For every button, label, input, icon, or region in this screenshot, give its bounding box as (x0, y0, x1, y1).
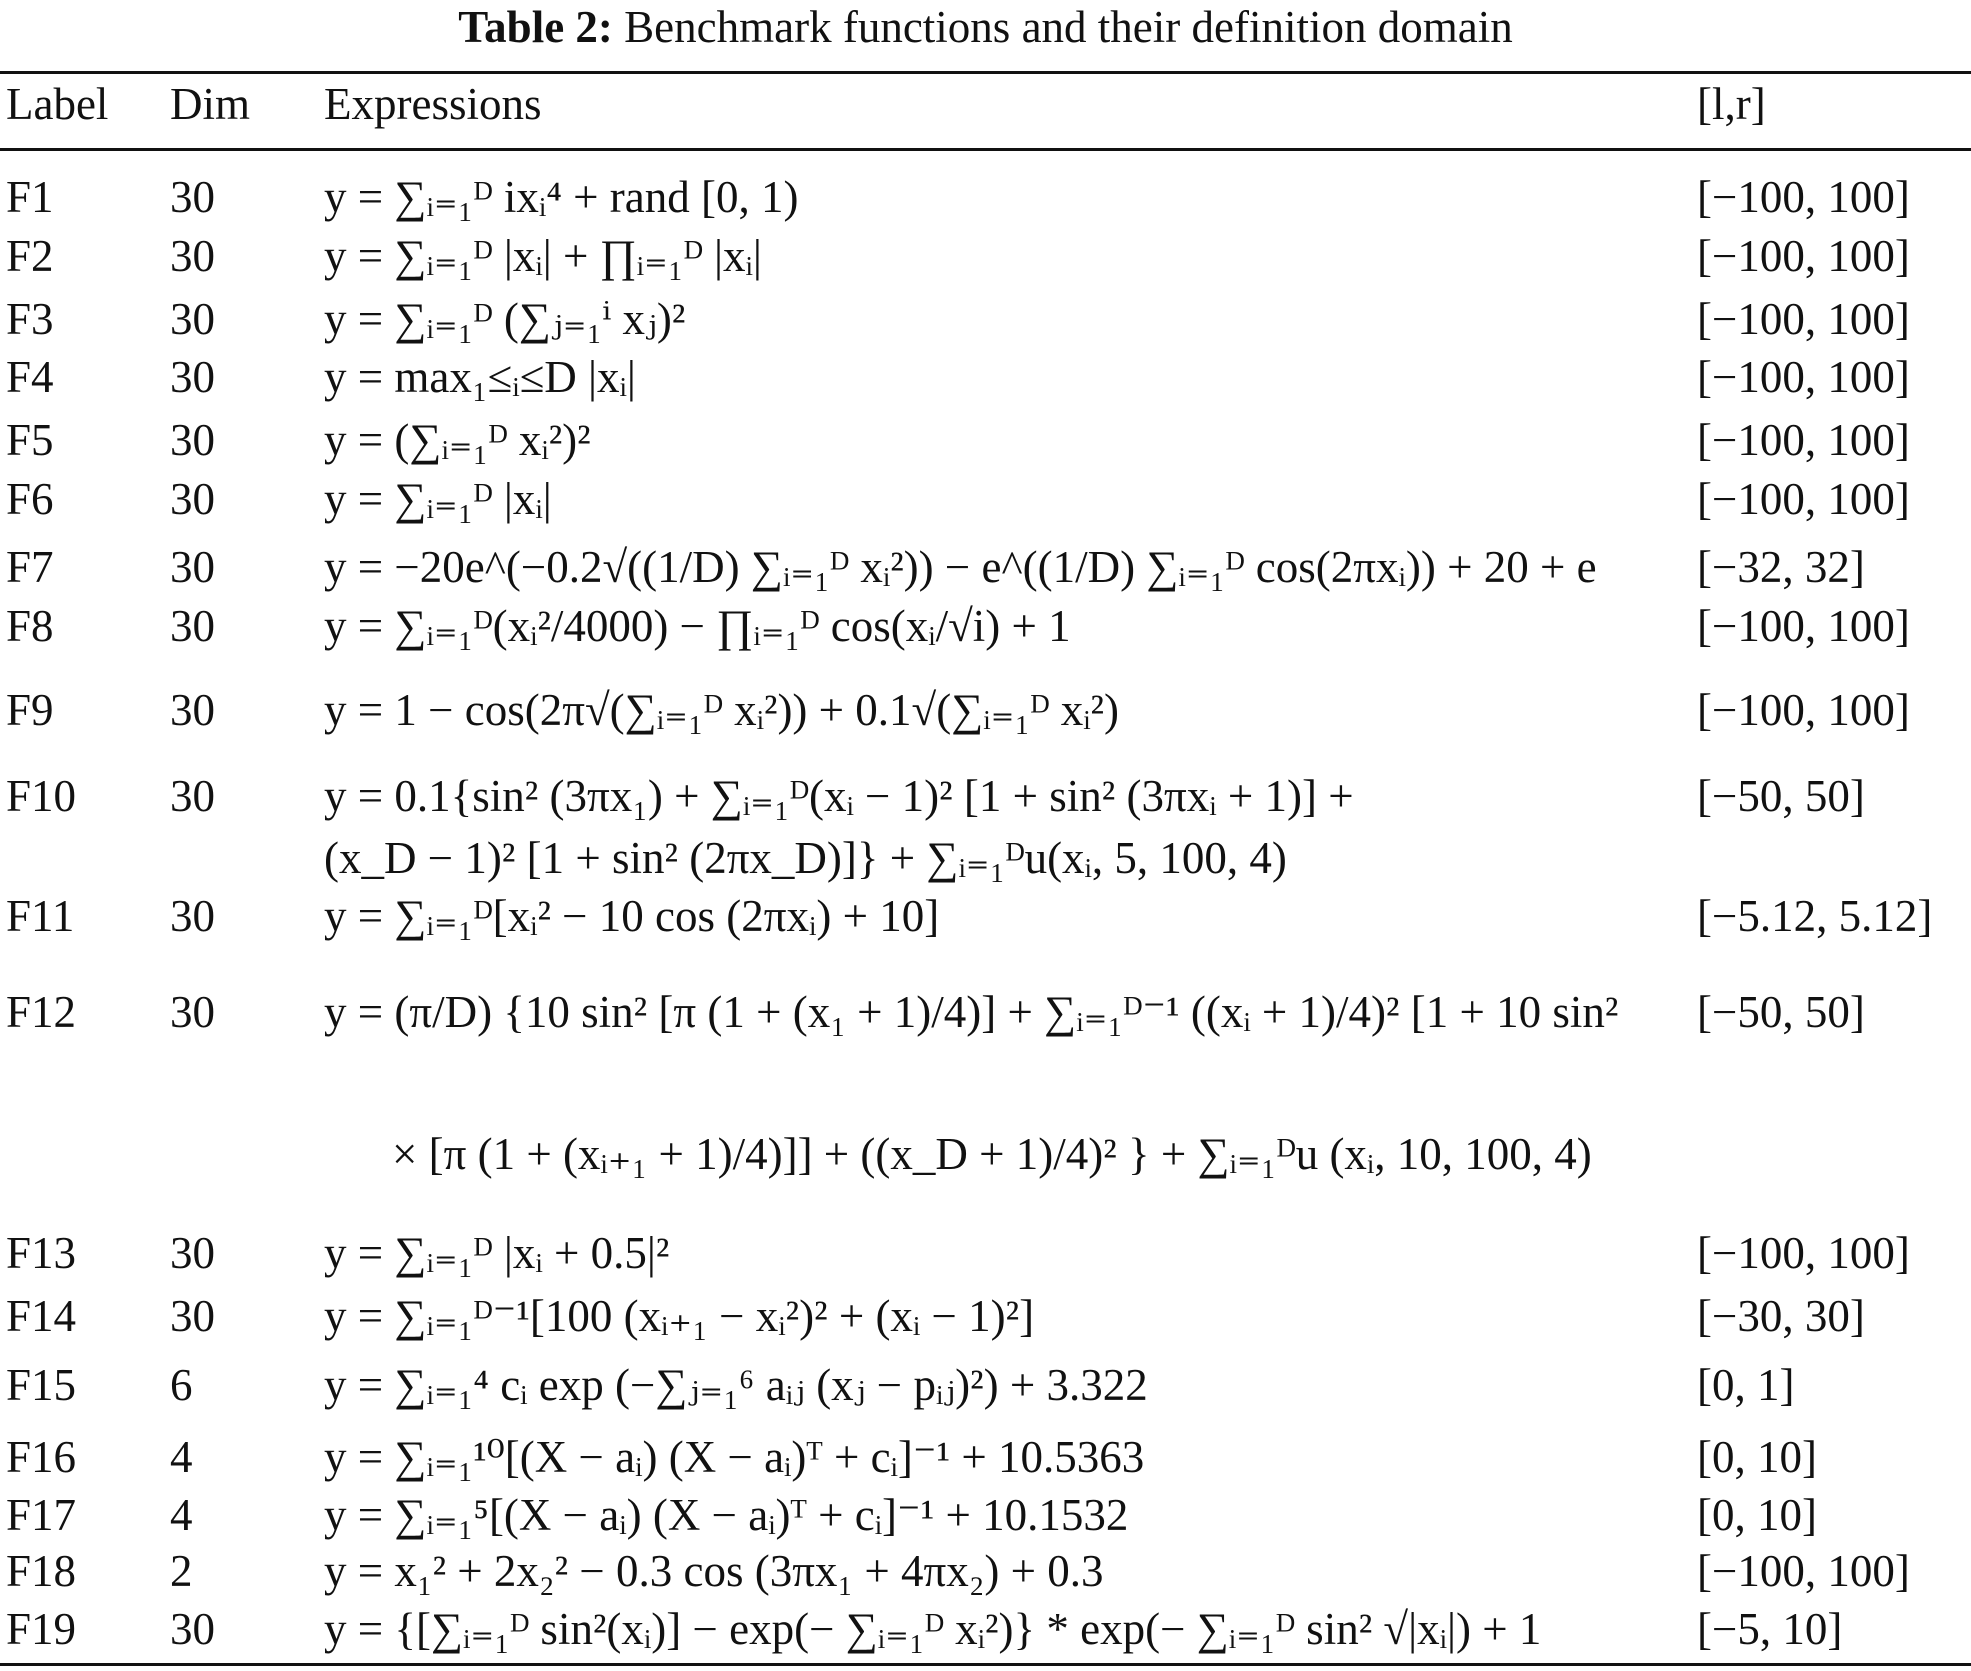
row-range: [−100, 100] (1697, 601, 1910, 651)
row-expression: y = 0.1{sin² (3πx₁) + ∑ᵢ₌₁ᴰ(xᵢ − 1)² [1 + sin² (3πxᵢ + 1)] + (324, 771, 1354, 821)
row-label: F7 (6, 542, 54, 592)
header-rule (0, 148, 1971, 151)
row-expression-continued: × [π (1 + (xᵢ₊₁ + 1)/4)]] + ((x_D + 1)/4)² } + ∑ᵢ₌₁ᴰu (xᵢ, 10, 100, 4) (392, 1129, 1592, 1179)
row-range: [−50, 50] (1697, 771, 1865, 821)
row-label: F3 (6, 294, 54, 344)
row-label: F13 (6, 1228, 77, 1278)
row-dim: 30 (170, 987, 215, 1037)
row-range: [−100, 100] (1697, 415, 1910, 465)
row-expression: y = ∑ᵢ₌₁ᴰ[xᵢ² − 10 cos (2πxᵢ) + 10] (324, 891, 940, 941)
row-label: F19 (6, 1604, 77, 1654)
row-dim: 30 (170, 771, 215, 821)
row-expression: y = ∑ᵢ₌₁¹⁰[(X − aᵢ) (X − aᵢ)ᵀ + cᵢ]⁻¹ + 10.5363 (324, 1432, 1145, 1482)
caption-label: Table 2: (458, 2, 613, 52)
row-label: F16 (6, 1432, 77, 1482)
row-dim: 30 (170, 231, 215, 281)
row-label: F18 (6, 1546, 77, 1596)
table-caption (0, 2, 1971, 52)
row-range: [0, 10] (1697, 1432, 1817, 1482)
row-label: F6 (6, 474, 54, 524)
row-label: F14 (6, 1291, 77, 1341)
row-range: [−100, 100] (1697, 352, 1910, 402)
row-label: F17 (6, 1490, 77, 1540)
header-dim: Dim (170, 79, 251, 129)
row-dim: 30 (170, 352, 215, 402)
row-range: [−32, 32] (1697, 542, 1865, 592)
row-label: F8 (6, 601, 54, 651)
row-expression: y = ∑ᵢ₌₁ᴰ |xᵢ + 0.5|² (324, 1228, 670, 1278)
row-expression: y = ∑ᵢ₌₁⁵[(X − aᵢ) (X − aᵢ)ᵀ + cᵢ]⁻¹ + 10.1532 (324, 1490, 1129, 1540)
header-range: [l,r] (1697, 79, 1766, 129)
row-expression: y = −20e^(−0.2√((1/D) ∑ᵢ₌₁ᴰ xᵢ²)) − e^((1/D) ∑ᵢ₌₁ᴰ cos(2πxᵢ)) + 20 + e (324, 542, 1597, 592)
row-expression: y = x₁² + 2x₂² − 0.3 cos (3πx₁ + 4πx₂) + 0.3 (324, 1546, 1104, 1596)
row-dim: 30 (170, 172, 215, 222)
row-expression: y = max₁≤ᵢ≤D |xᵢ| (324, 352, 636, 402)
row-label: F5 (6, 415, 54, 465)
row-expression-continued: (x_D − 1)² [1 + sin² (2πx_D)]} + ∑ᵢ₌₁ᴰu(xᵢ, 5, 100, 4) (324, 833, 1287, 883)
caption-text: Benchmark functions and their definition domain (624, 2, 1513, 52)
row-expression: y = ∑ᵢ₌₁ᴰ(xᵢ²/4000) − ∏ᵢ₌₁ᴰ cos(xᵢ/√i) + 1 (324, 601, 1071, 651)
row-label: F2 (6, 231, 54, 281)
row-dim: 30 (170, 685, 215, 735)
row-label: F4 (6, 352, 54, 402)
row-expression: y = {[∑ᵢ₌₁ᴰ sin²(xᵢ)] − exp(− ∑ᵢ₌₁ᴰ xᵢ²)} * exp(− ∑ᵢ₌₁ᴰ sin² √|xᵢ|) + 1 (324, 1604, 1542, 1654)
row-dim: 30 (170, 415, 215, 465)
row-dim: 30 (170, 294, 215, 344)
row-label: F10 (6, 771, 77, 821)
row-range: [−5, 10] (1697, 1604, 1843, 1654)
row-range: [−100, 100] (1697, 231, 1910, 281)
row-label: F11 (6, 891, 75, 941)
row-dim: 30 (170, 474, 215, 524)
header-expressions: Expressions (324, 79, 542, 129)
row-range: [−30, 30] (1697, 1291, 1865, 1341)
row-dim: 6 (170, 1360, 193, 1410)
row-dim: 30 (170, 1228, 215, 1278)
row-range: [−50, 50] (1697, 987, 1865, 1037)
row-expression: y = ∑ᵢ₌₁ᴰ |xᵢ| + ∏ᵢ₌₁ᴰ |xᵢ| (324, 231, 762, 281)
row-expression: y = ∑ᵢ₌₁ᴰ |xᵢ| (324, 474, 552, 524)
row-dim: 30 (170, 601, 215, 651)
row-label: F9 (6, 685, 54, 735)
row-dim: 30 (170, 891, 215, 941)
row-expression: y = ∑ᵢ₌₁ᴰ ixᵢ⁴ + rand [0, 1) (324, 172, 799, 222)
row-expression: y = 1 − cos(2π√(∑ᵢ₌₁ᴰ xᵢ²)) + 0.1√(∑ᵢ₌₁ᴰ xᵢ²) (324, 685, 1120, 735)
top-rule (0, 71, 1971, 74)
row-range: [0, 10] (1697, 1490, 1817, 1540)
row-range: [0, 1] (1697, 1360, 1795, 1410)
row-dim: 30 (170, 1291, 215, 1341)
row-range: [−100, 100] (1697, 294, 1910, 344)
row-range: [−100, 100] (1697, 474, 1910, 524)
row-dim: 2 (170, 1546, 193, 1596)
row-expression: y = ∑ᵢ₌₁ᴰ (∑ⱼ₌₁ⁱ xⱼ)² (324, 294, 686, 344)
row-dim: 4 (170, 1490, 193, 1540)
row-label: F1 (6, 172, 54, 222)
row-dim: 4 (170, 1432, 193, 1482)
row-range: [−100, 100] (1697, 1546, 1910, 1596)
row-range: [−5.12, 5.12] (1697, 891, 1933, 941)
row-expression: y = (π/D) {10 sin² [π (1 + (x₁ + 1)/4)] + ∑ᵢ₌₁ᴰ⁻¹ ((xᵢ + 1)/4)² [1 + 10 sin² (324, 987, 1619, 1037)
row-dim: 30 (170, 1604, 215, 1654)
row-expression: y = ∑ᵢ₌₁ᴰ⁻¹[100 (xᵢ₊₁ − xᵢ²)² + (xᵢ − 1)²] (324, 1291, 1035, 1341)
row-range: [−100, 100] (1697, 1228, 1910, 1278)
row-expression: y = ∑ᵢ₌₁⁴ cᵢ exp (−∑ⱼ₌₁⁶ aᵢⱼ (xⱼ − pᵢⱼ)²) + 3.322 (324, 1360, 1148, 1410)
bottom-rule (0, 1663, 1971, 1666)
row-expression: y = (∑ᵢ₌₁ᴰ xᵢ²)² (324, 415, 591, 465)
row-range: [−100, 100] (1697, 685, 1910, 735)
row-label: F15 (6, 1360, 77, 1410)
row-label: F12 (6, 987, 77, 1037)
row-dim: 30 (170, 542, 215, 592)
row-range: [−100, 100] (1697, 172, 1910, 222)
header-label: Label (6, 79, 109, 129)
